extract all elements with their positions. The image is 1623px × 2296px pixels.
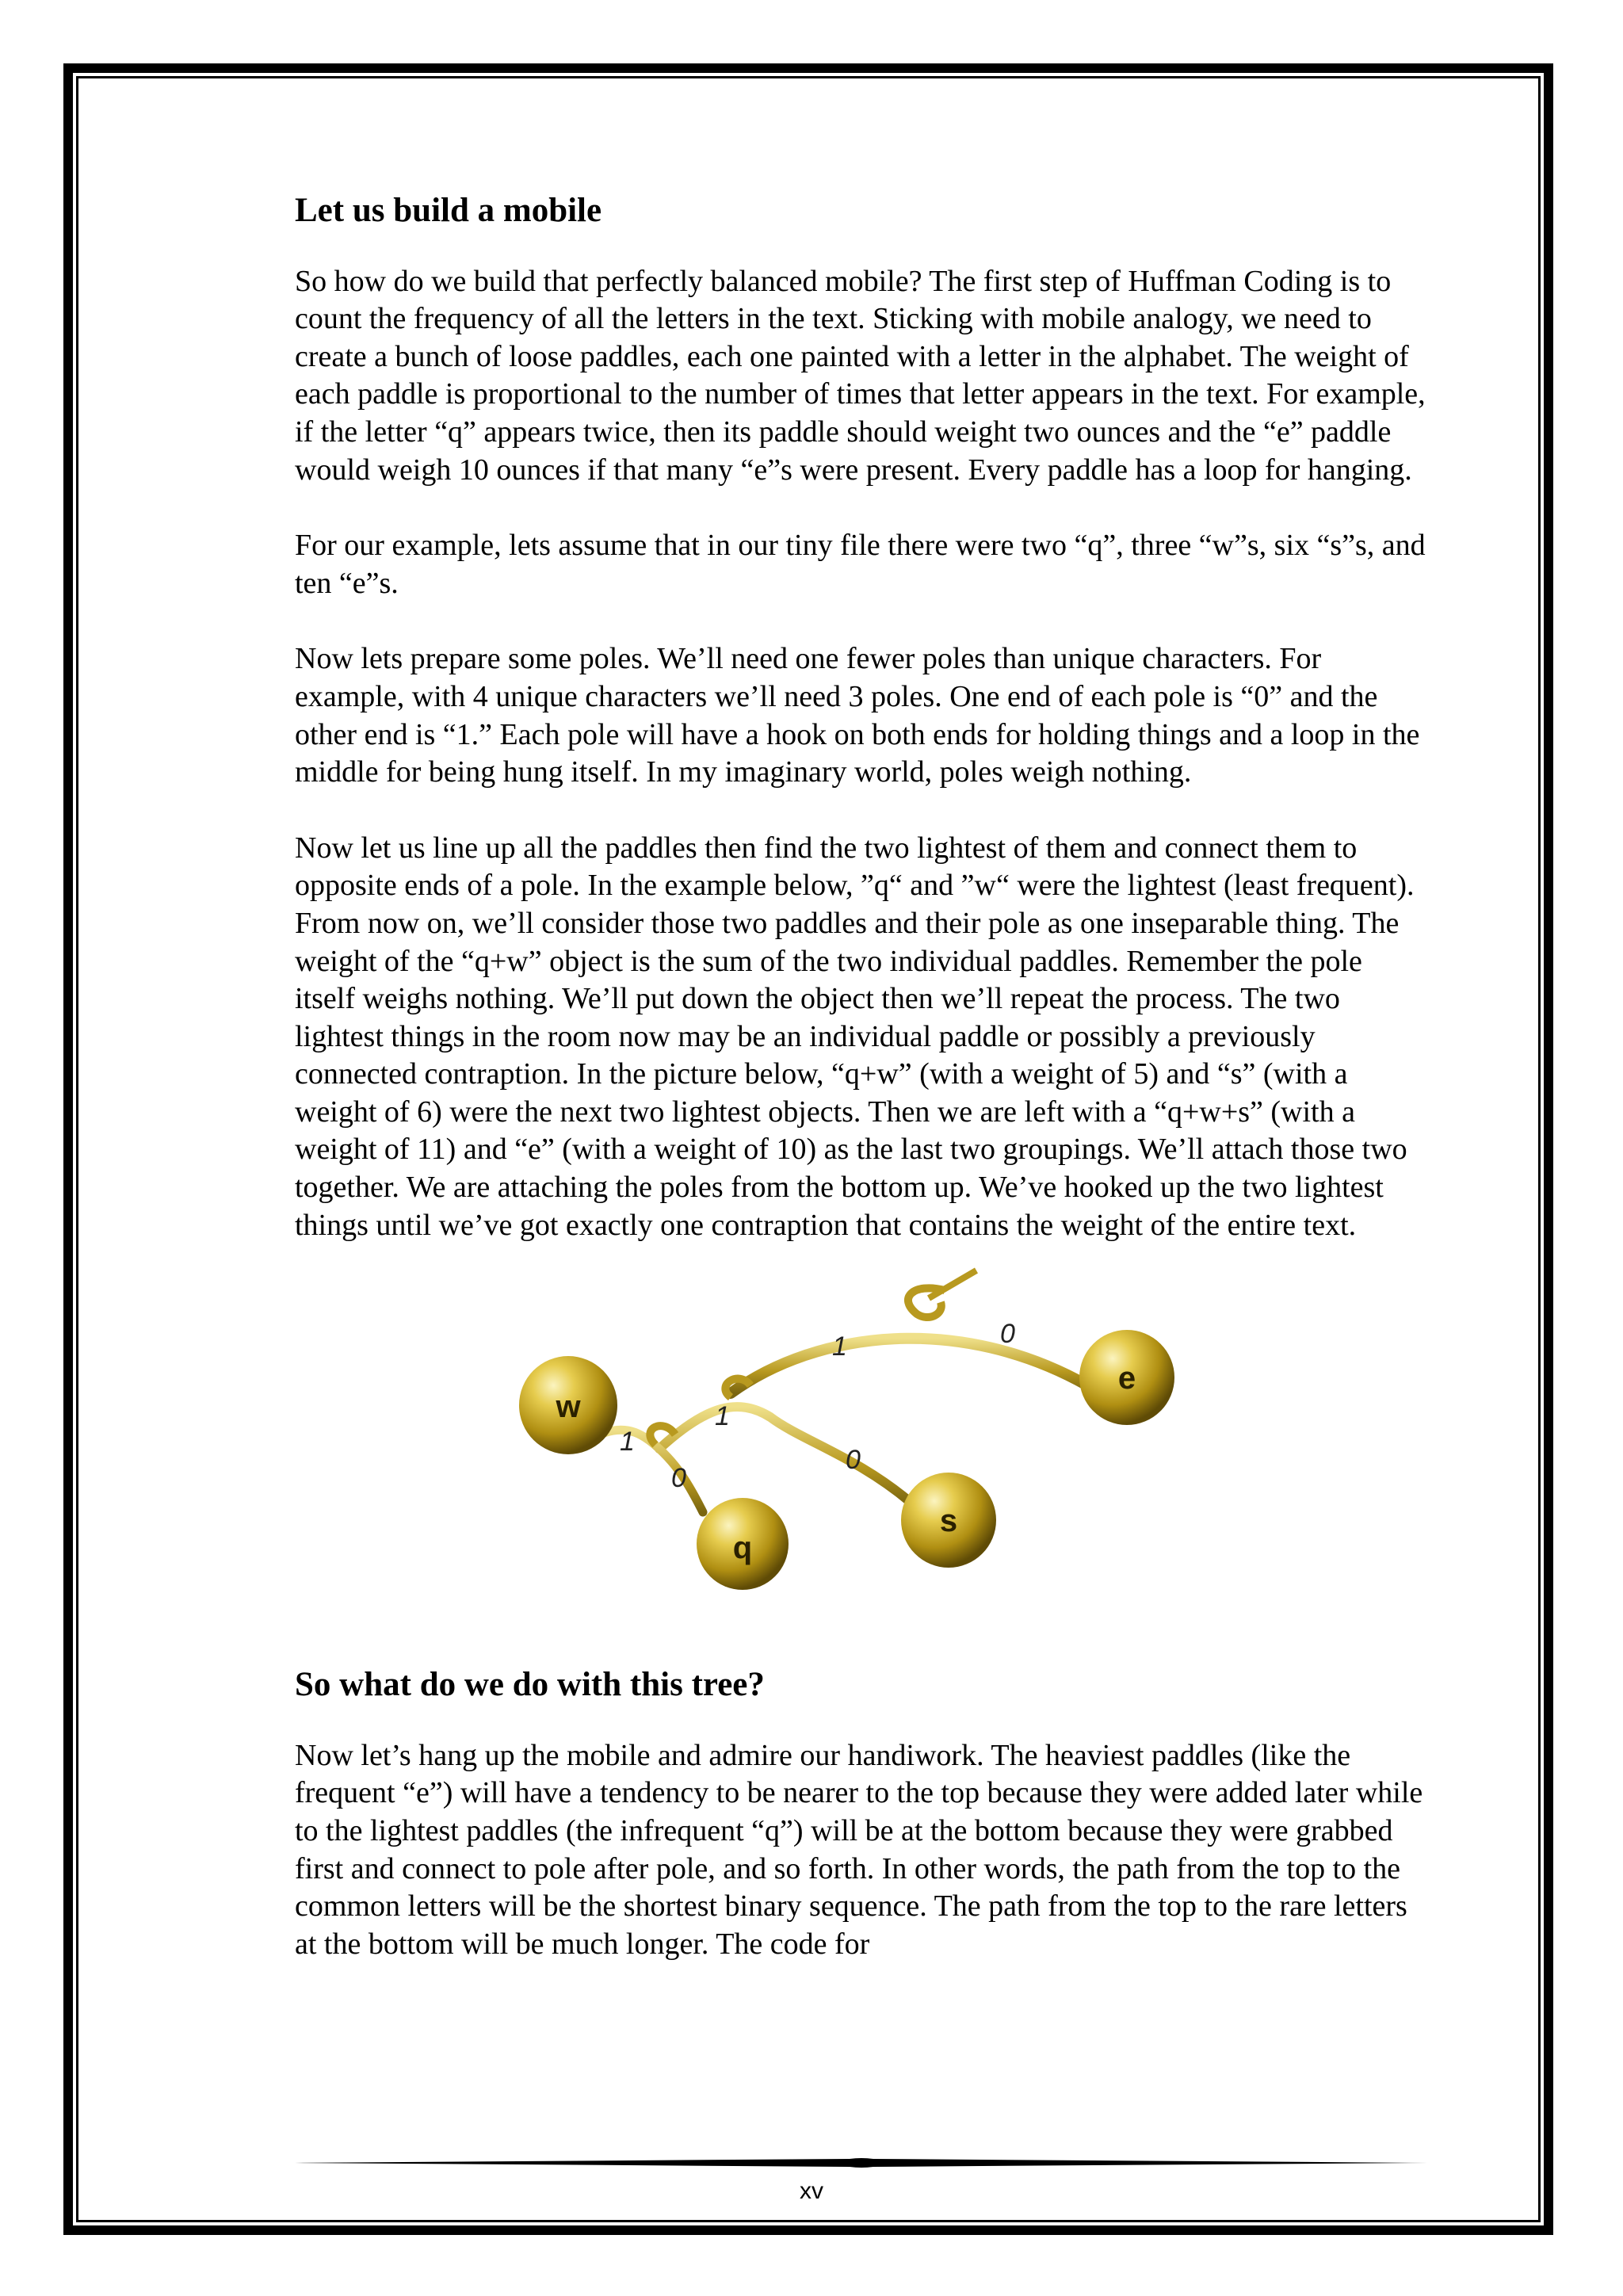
section-heading-what-to-do: So what do we do with this tree? [295,1666,765,1704]
middle-pole-label-one: 1 [715,1401,730,1432]
section-heading-build-mobile: Let us build a mobile [295,192,602,229]
ball-label-e: e [1117,1361,1136,1396]
ball-label-w: w [556,1389,581,1425]
low-pole-label-zero: 0 [671,1463,686,1494]
page-number: xv [800,2178,823,2204]
paragraph: Now let’s hang up the mobile and admire our handiwork. The heaviest paddles (like the frequent “e”) will have a tendency to be nearer to the top because they were added later while to the lightest paddles (the infrequent “q”) will be at the bottom because they were grabbed first and connect to pole after pole, and so forth. In other words, the path from the top to the common letters will be the shortest binary sequence. The path from the top to the rare letters at the bottom will be much longer. The code for [295,1738,1423,1961]
low-pole-label-one: 1 [620,1427,635,1457]
paragraph: For our example, lets assume that in our tiny file there were two “q”, three “w”s, six “s”s, and ten “e”s. [295,529,1426,600]
paragraph: Now lets prepare some poles. We’ll need one fewer poles than unique characters. For example, with 4 unique characters we’ll need 3 poles. One end of each pole is “0” and the other end is “1.” Each pole will have a hook on both ends for holding things and a loop in the middle for being hung itself. In my imaginary world, poles weigh nothing. [295,642,1420,789]
page-content [295,190,1428,2001]
ball-label-s: s [939,1503,958,1539]
huffman-mobile-figure [295,1266,1428,1631]
top-pole-label-one: 1 [832,1331,847,1362]
paragraph: So how do we build that perfectly balanced mobile? The first step of Huffman Coding is to count the frequency of all the letters in the text. Sticking with mobile analogy, we need to create a bunch of loose paddles, each one painted with a letter in the alphabet. The weight of each paddle is proportional to the number of times that letter appears in the text. For example, if the letter “q” appears twice, then its paddle should weight two ounces and the “e” paddle would weigh 10 ounces if that many “e”s were present. Every paddle has a loop for hanging. [295,264,1426,487]
ball-label-q: q [732,1530,753,1566]
footer-rule [295,2156,1428,2168]
top-pole [731,1339,1087,1393]
top-hanger-rod [929,1270,976,1298]
middle-pole-label-zero: 0 [846,1445,861,1476]
top-pole-label-zero: 0 [1000,1319,1015,1350]
paragraph: Now let us line up all the paddles then find the two lightest of them and connect them to opposite ends of a pole. In the example below, ”q“ and ”w“ were the lightest (least frequent). From now on, we’ll consider those two paddles and their pole as one inseparable thing. The weight of the “q+w” object is the sum of the two individual paddles. Remember the pole itself weighs nothing. We’ll put down the object then we’ll repeat the process. The two lightest things in the room now may be an individual paddle or possibly a previously connected contraption. In the picture below, “q+w” (with a weight of 5) and “s” (with a weight of 6) were the next two lightest objects. Then we are left with a “q+w+s” (with a weight of 11) and “e” (with a weight of 10) as the last two groupings. We’ll attach those two together. We are attaching the poles from the bottom up. We’ve hooked up the two lightest things until we’ve got exactly one contraption that contains the weight of the entire text. [295,831,1415,1242]
middle-pole [659,1407,913,1504]
huffman-mobile-illustration [501,1266,1230,1631]
